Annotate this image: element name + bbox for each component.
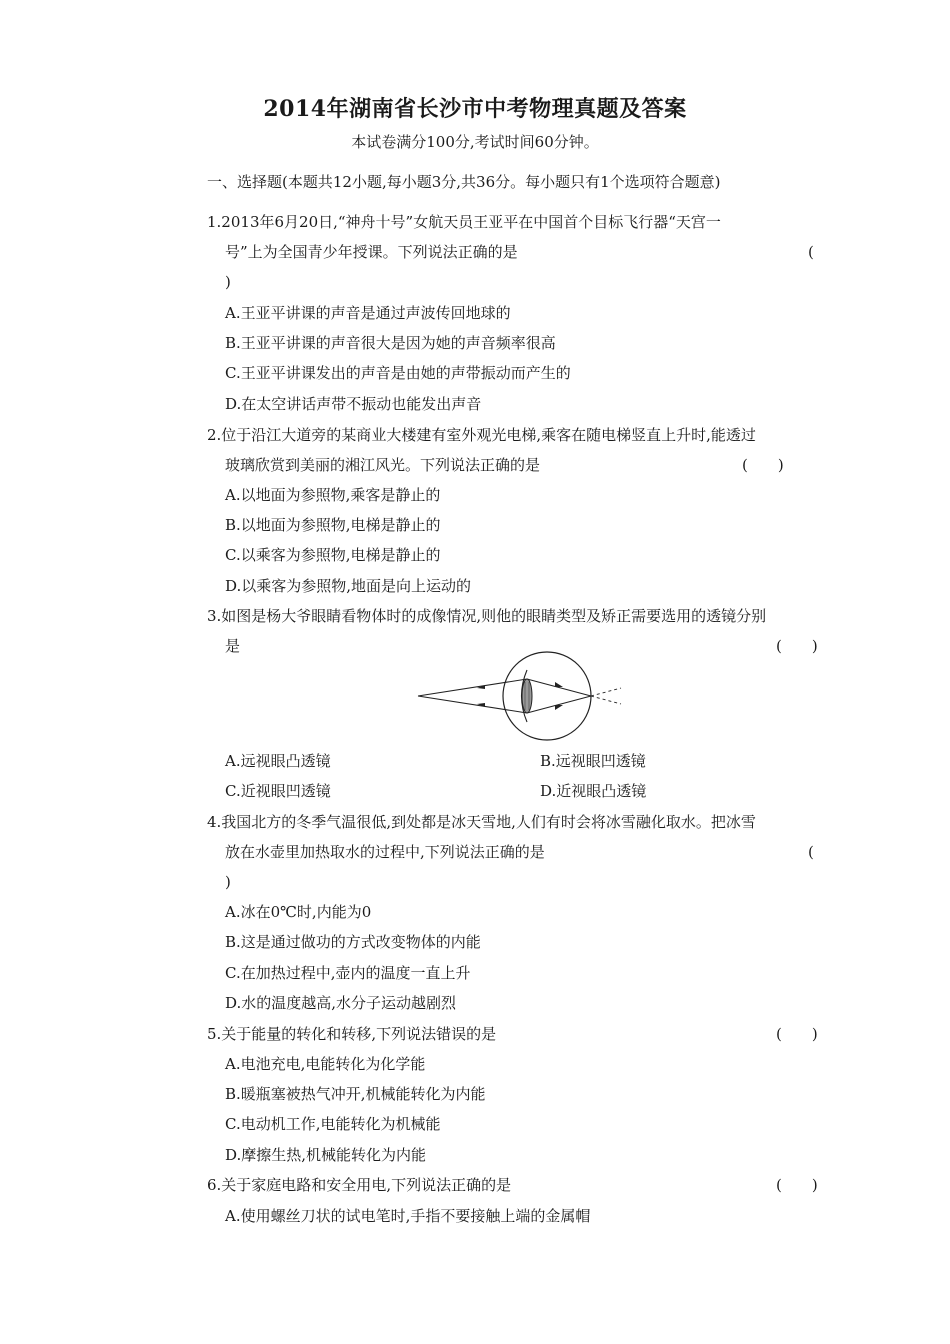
question-2-option-d: D.以乘客为参照物,地面是向上运动的: [225, 577, 472, 595]
eye-lens: [522, 679, 532, 713]
question-4-line-2: 放在水壶里加热取水的过程中,下列说法正确的是: [225, 843, 545, 861]
question-2-answer-bracket: ( ): [742, 456, 784, 474]
question-1-option-b: B.王亚平讲课的声音很大是因为她的声音频率很高: [225, 334, 556, 352]
section-heading: 一、选择题(本题共12小题,每小题3分,共36分。每小题只有1个选项符合题意): [207, 173, 721, 191]
question-1-line-1: 1.2013年6月20日,“神舟十号”女航天员王亚平在中国首个目标飞行器“天宫一: [207, 213, 721, 231]
question-1-option-a: A.王亚平讲课的声音是通过声波传回地球的: [225, 304, 511, 322]
question-1-answer-bracket-open: (: [808, 243, 814, 261]
question-4-option-b: B.这是通过做功的方式改变物体的内能: [225, 933, 481, 951]
question-3-option-d: D.近视眼凸透镜: [540, 782, 647, 800]
question-1-option-d: D.在太空讲话声带不振动也能发出声音: [225, 395, 482, 413]
question-5-line-1: 5.关于能量的转化和转移,下列说法错误的是: [207, 1025, 497, 1043]
question-6-answer-bracket: ( ): [776, 1176, 818, 1194]
question-1-answer-bracket-close: ): [225, 273, 231, 291]
question-4-answer-bracket-open: (: [808, 843, 814, 861]
eye-diagram: [415, 648, 625, 744]
question-3-option-a: A.远视眼凸透镜: [225, 752, 331, 770]
question-2-option-a: A.以地面为参照物,乘客是静止的: [225, 486, 441, 504]
page-title: 2014年湖南省长沙市中考物理真题及答案: [263, 96, 687, 122]
question-5-option-a: A.电池充电,电能转化为化学能: [225, 1055, 426, 1073]
question-4-option-d: D.水的温度越高,水分子运动越剧烈: [225, 994, 457, 1012]
exam-info: 本试卷满分100分,考试时间60分钟。: [351, 133, 599, 151]
question-5-option-c: C.电动机工作,电能转化为机械能: [225, 1115, 441, 1133]
question-6-option-a: A.使用螺丝刀状的试电笔时,手指不要接触上端的金属帽: [225, 1207, 591, 1225]
question-2-line-2: 玻璃欣赏到美丽的湘江风光。下列说法正确的是: [225, 456, 541, 474]
eyeball: [503, 652, 591, 740]
question-5-option-b: B.暖瓶塞被热气冲开,机械能转化为内能: [225, 1085, 486, 1103]
question-5-option-d: D.摩擦生热,机械能转化为内能: [225, 1146, 427, 1164]
question-5-answer-bracket: ( ): [776, 1025, 818, 1043]
question-2-line-1: 2.位于沿江大道旁的某商业大楼建有室外观光电梯,乘客在随电梯竖直上升时,能透过: [207, 426, 756, 444]
question-2-option-b: B.以地面为参照物,电梯是静止的: [225, 516, 441, 534]
question-4-answer-bracket-close: ): [225, 873, 231, 891]
question-3-answer-bracket: ( ): [776, 637, 818, 655]
question-1-line-2: 号”上为全国青少年授课。下列说法正确的是: [225, 243, 518, 261]
question-2-option-c: C.以乘客为参照物,电梯是静止的: [225, 546, 441, 564]
question-1-option-c: C.王亚平讲课发出的声音是由她的声带振动而产生的: [225, 364, 571, 382]
question-3-line-2: 是: [225, 637, 241, 655]
question-3-option-c: C.近视眼凹透镜: [225, 782, 331, 800]
question-6-line-1: 6.关于家庭电路和安全用电,下列说法正确的是: [207, 1176, 512, 1194]
question-4-line-1: 4.我国北方的冬季气温很低,到处都是冰天雪地,人们有时会将冰雪融化取水。把冰雪: [207, 813, 756, 831]
question-3-option-b: B.远视眼凹透镜: [540, 752, 646, 770]
question-4-option-c: C.在加热过程中,壶内的温度一直上升: [225, 964, 471, 982]
light-rays: [418, 679, 621, 713]
question-4-option-a: A.冰在0℃时,内能为0: [225, 903, 372, 921]
question-3-line-1: 3.如图是杨大爷眼睛看物体时的成像情况,则他的眼睛类型及矫正需要选用的透镜分别: [207, 607, 767, 625]
